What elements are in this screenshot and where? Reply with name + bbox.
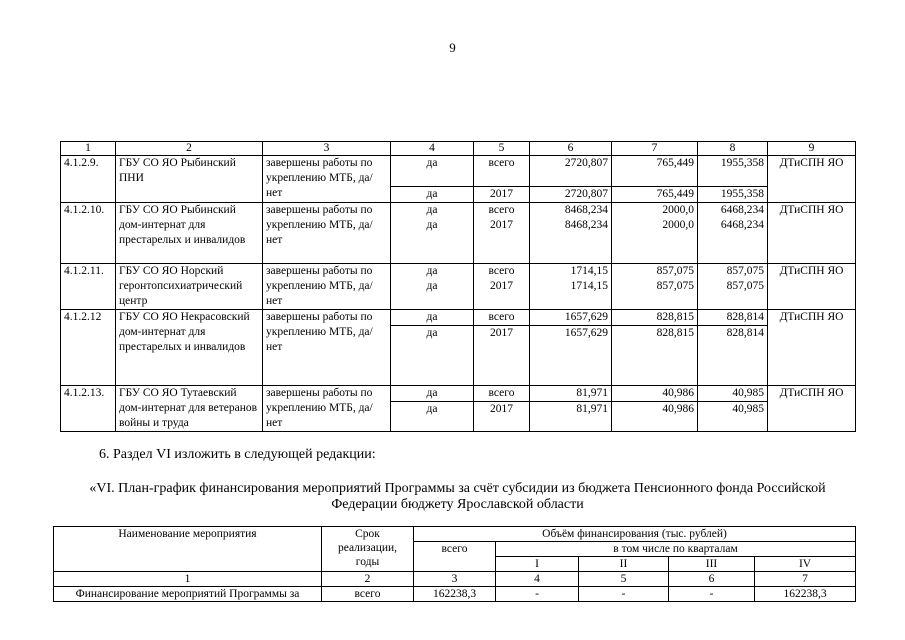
quarter-4-amount: 162238,3 [755, 587, 856, 602]
column-header: 3 [263, 142, 391, 156]
table-row [61, 385, 856, 401]
table-header-row [61, 142, 856, 156]
column-header: 8 [698, 142, 768, 156]
amount-b: 828,814 [698, 309, 768, 325]
amount-a: 40,986 [612, 385, 698, 401]
measure-number: 4.1.2.11. [61, 263, 116, 309]
amount-b: 1955,358 [698, 187, 768, 203]
period: 2017 [474, 325, 530, 385]
total-amount: 1657,629 [530, 325, 612, 385]
column-header: 6 [530, 142, 612, 156]
total-amount: 8468,234 [530, 203, 612, 219]
column-number: 6 [669, 572, 755, 587]
amount-b: 40,985 [698, 401, 768, 431]
header-total: всего [414, 542, 496, 572]
indicator-value: да [391, 203, 474, 219]
amount-b: 828,814 [698, 325, 768, 385]
indicator-value: да [391, 385, 474, 401]
measure-number: 4.1.2.10. [61, 203, 116, 264]
total-amount: 162238,3 [414, 587, 496, 602]
amount-b: 6468,234 [698, 203, 768, 219]
section-heading: «VI. План-график финансирования мероприятий Программы за счёт субсидии из бюджета Пенсионного фонда Российской Федерации бюджету Ярославской области [89, 481, 826, 512]
header-quarter: III [669, 557, 755, 572]
header-term: Срок реализации, годы [322, 527, 414, 572]
column-header: 9 [768, 142, 856, 156]
header-quarter: II [579, 557, 669, 572]
indicator-value: да [391, 325, 474, 385]
measure-number: 4.1.2.13. [61, 385, 116, 431]
table-row [54, 587, 856, 602]
table-header-row [54, 527, 856, 542]
indicator: завершены работы по укреплению МТБ, да/ нет [263, 156, 391, 203]
executor: ДТиСПН ЯО [768, 263, 856, 309]
amount-b: 857,075 [698, 263, 768, 279]
total-amount: 1657,629 [530, 309, 612, 325]
header-quarter: I [496, 557, 579, 572]
total-amount: 81,971 [530, 385, 612, 401]
indicator: завершены работы по укреплению МТБ, да/ нет [263, 385, 391, 431]
term: всего [322, 587, 414, 602]
institution-name: ГБУ СО ЯО Норский геронтопсихиатрический центр [116, 263, 263, 309]
column-number-row [54, 572, 856, 587]
table-row [61, 203, 856, 219]
amount-a: 857,075 [612, 279, 698, 309]
amount-a: 765,449 [612, 187, 698, 203]
header-activity-name: Наименование мероприятия [54, 527, 322, 572]
amount-a: 828,815 [612, 309, 698, 325]
period: всего [474, 203, 530, 219]
column-number: 7 [755, 572, 856, 587]
quarter-1-amount: - [496, 587, 579, 602]
instruction-paragraph: 6. Раздел VI изложить в следующей редакции: [99, 447, 376, 462]
measure-number: 4.1.2.9. [61, 156, 116, 203]
header-quarter: IV [755, 557, 856, 572]
financing-schedule-table [53, 526, 856, 602]
period: 2017 [474, 401, 530, 431]
amount-b: 40,985 [698, 385, 768, 401]
amount-a: 40,986 [612, 401, 698, 431]
indicator-value: да [391, 263, 474, 279]
amount-a: 2000,0 [612, 203, 698, 219]
activity-name: Финансирование мероприятий Программы за [54, 587, 322, 602]
amount-a: 857,075 [612, 263, 698, 279]
executor: ДТиСПН ЯО [768, 203, 856, 264]
column-number: 4 [496, 572, 579, 587]
institution-name: ГБУ СО ЯО Рыбинский дом-интернат для престарелых и инвалидов [116, 203, 263, 264]
page-number: 9 [449, 40, 456, 55]
indicator-value: да [391, 279, 474, 309]
executor: ДТиСПН ЯО [768, 385, 856, 431]
amount-a: 828,815 [612, 325, 698, 385]
column-number: 3 [414, 572, 496, 587]
total-amount: 2720,807 [530, 156, 612, 187]
column-number: 5 [579, 572, 669, 587]
period: всего [474, 385, 530, 401]
period: 2017 [474, 279, 530, 309]
indicator: завершены работы по укреплению МТБ, да/ нет [263, 309, 391, 385]
column-number: 2 [322, 572, 414, 587]
indicator-value: да [391, 187, 474, 203]
indicator-value: да [391, 156, 474, 187]
institution-name: ГБУ СО ЯО Некрасовский дом-интернат для престарелых и инвалидов [116, 309, 263, 385]
amount-b: 1955,358 [698, 156, 768, 187]
period: всего [474, 263, 530, 279]
period: 2017 [474, 218, 530, 263]
table-row [61, 156, 856, 187]
total-amount: 8468,234 [530, 218, 612, 263]
measures-table [60, 141, 856, 432]
table-row [61, 263, 856, 279]
indicator-value: да [391, 218, 474, 263]
institution-name: ГБУ СО ЯО Тутаевский дом-интернат для ветеранов войны и труда [116, 385, 263, 431]
indicator: завершены работы по укреплению МТБ, да/ нет [263, 203, 391, 264]
column-header: 5 [474, 142, 530, 156]
column-header: 7 [612, 142, 698, 156]
column-header: 1 [61, 142, 116, 156]
amount-b: 6468,234 [698, 218, 768, 263]
executor: ДТиСПН ЯО [768, 156, 856, 203]
total-amount: 1714,15 [530, 279, 612, 309]
amount-a: 2000,0 [612, 218, 698, 263]
column-header: 2 [116, 142, 263, 156]
measure-number: 4.1.2.12 [61, 309, 116, 385]
indicator: завершены работы по укреплению МТБ, да/ нет [263, 263, 391, 309]
header-financing-volume: Объём финансирования (тыс. рублей) [414, 527, 856, 542]
table-row [61, 309, 856, 325]
institution-name: ГБУ СО ЯО Рыбинский ПНИ [116, 156, 263, 203]
period: всего [474, 309, 530, 325]
column-header: 4 [391, 142, 474, 156]
header-quarters: в том числе по кварталам [496, 542, 856, 557]
quarter-2-amount: - [579, 587, 669, 602]
indicator-value: да [391, 309, 474, 325]
indicator-value: да [391, 401, 474, 431]
total-amount: 81,971 [530, 401, 612, 431]
period: всего [474, 156, 530, 187]
total-amount: 1714,15 [530, 263, 612, 279]
column-number: 1 [54, 572, 322, 587]
total-amount: 2720,807 [530, 187, 612, 203]
quarter-3-amount: - [669, 587, 755, 602]
executor: ДТиСПН ЯО [768, 309, 856, 385]
period: 2017 [474, 187, 530, 203]
amount-b: 857,075 [698, 279, 768, 309]
amount-a: 765,449 [612, 156, 698, 187]
